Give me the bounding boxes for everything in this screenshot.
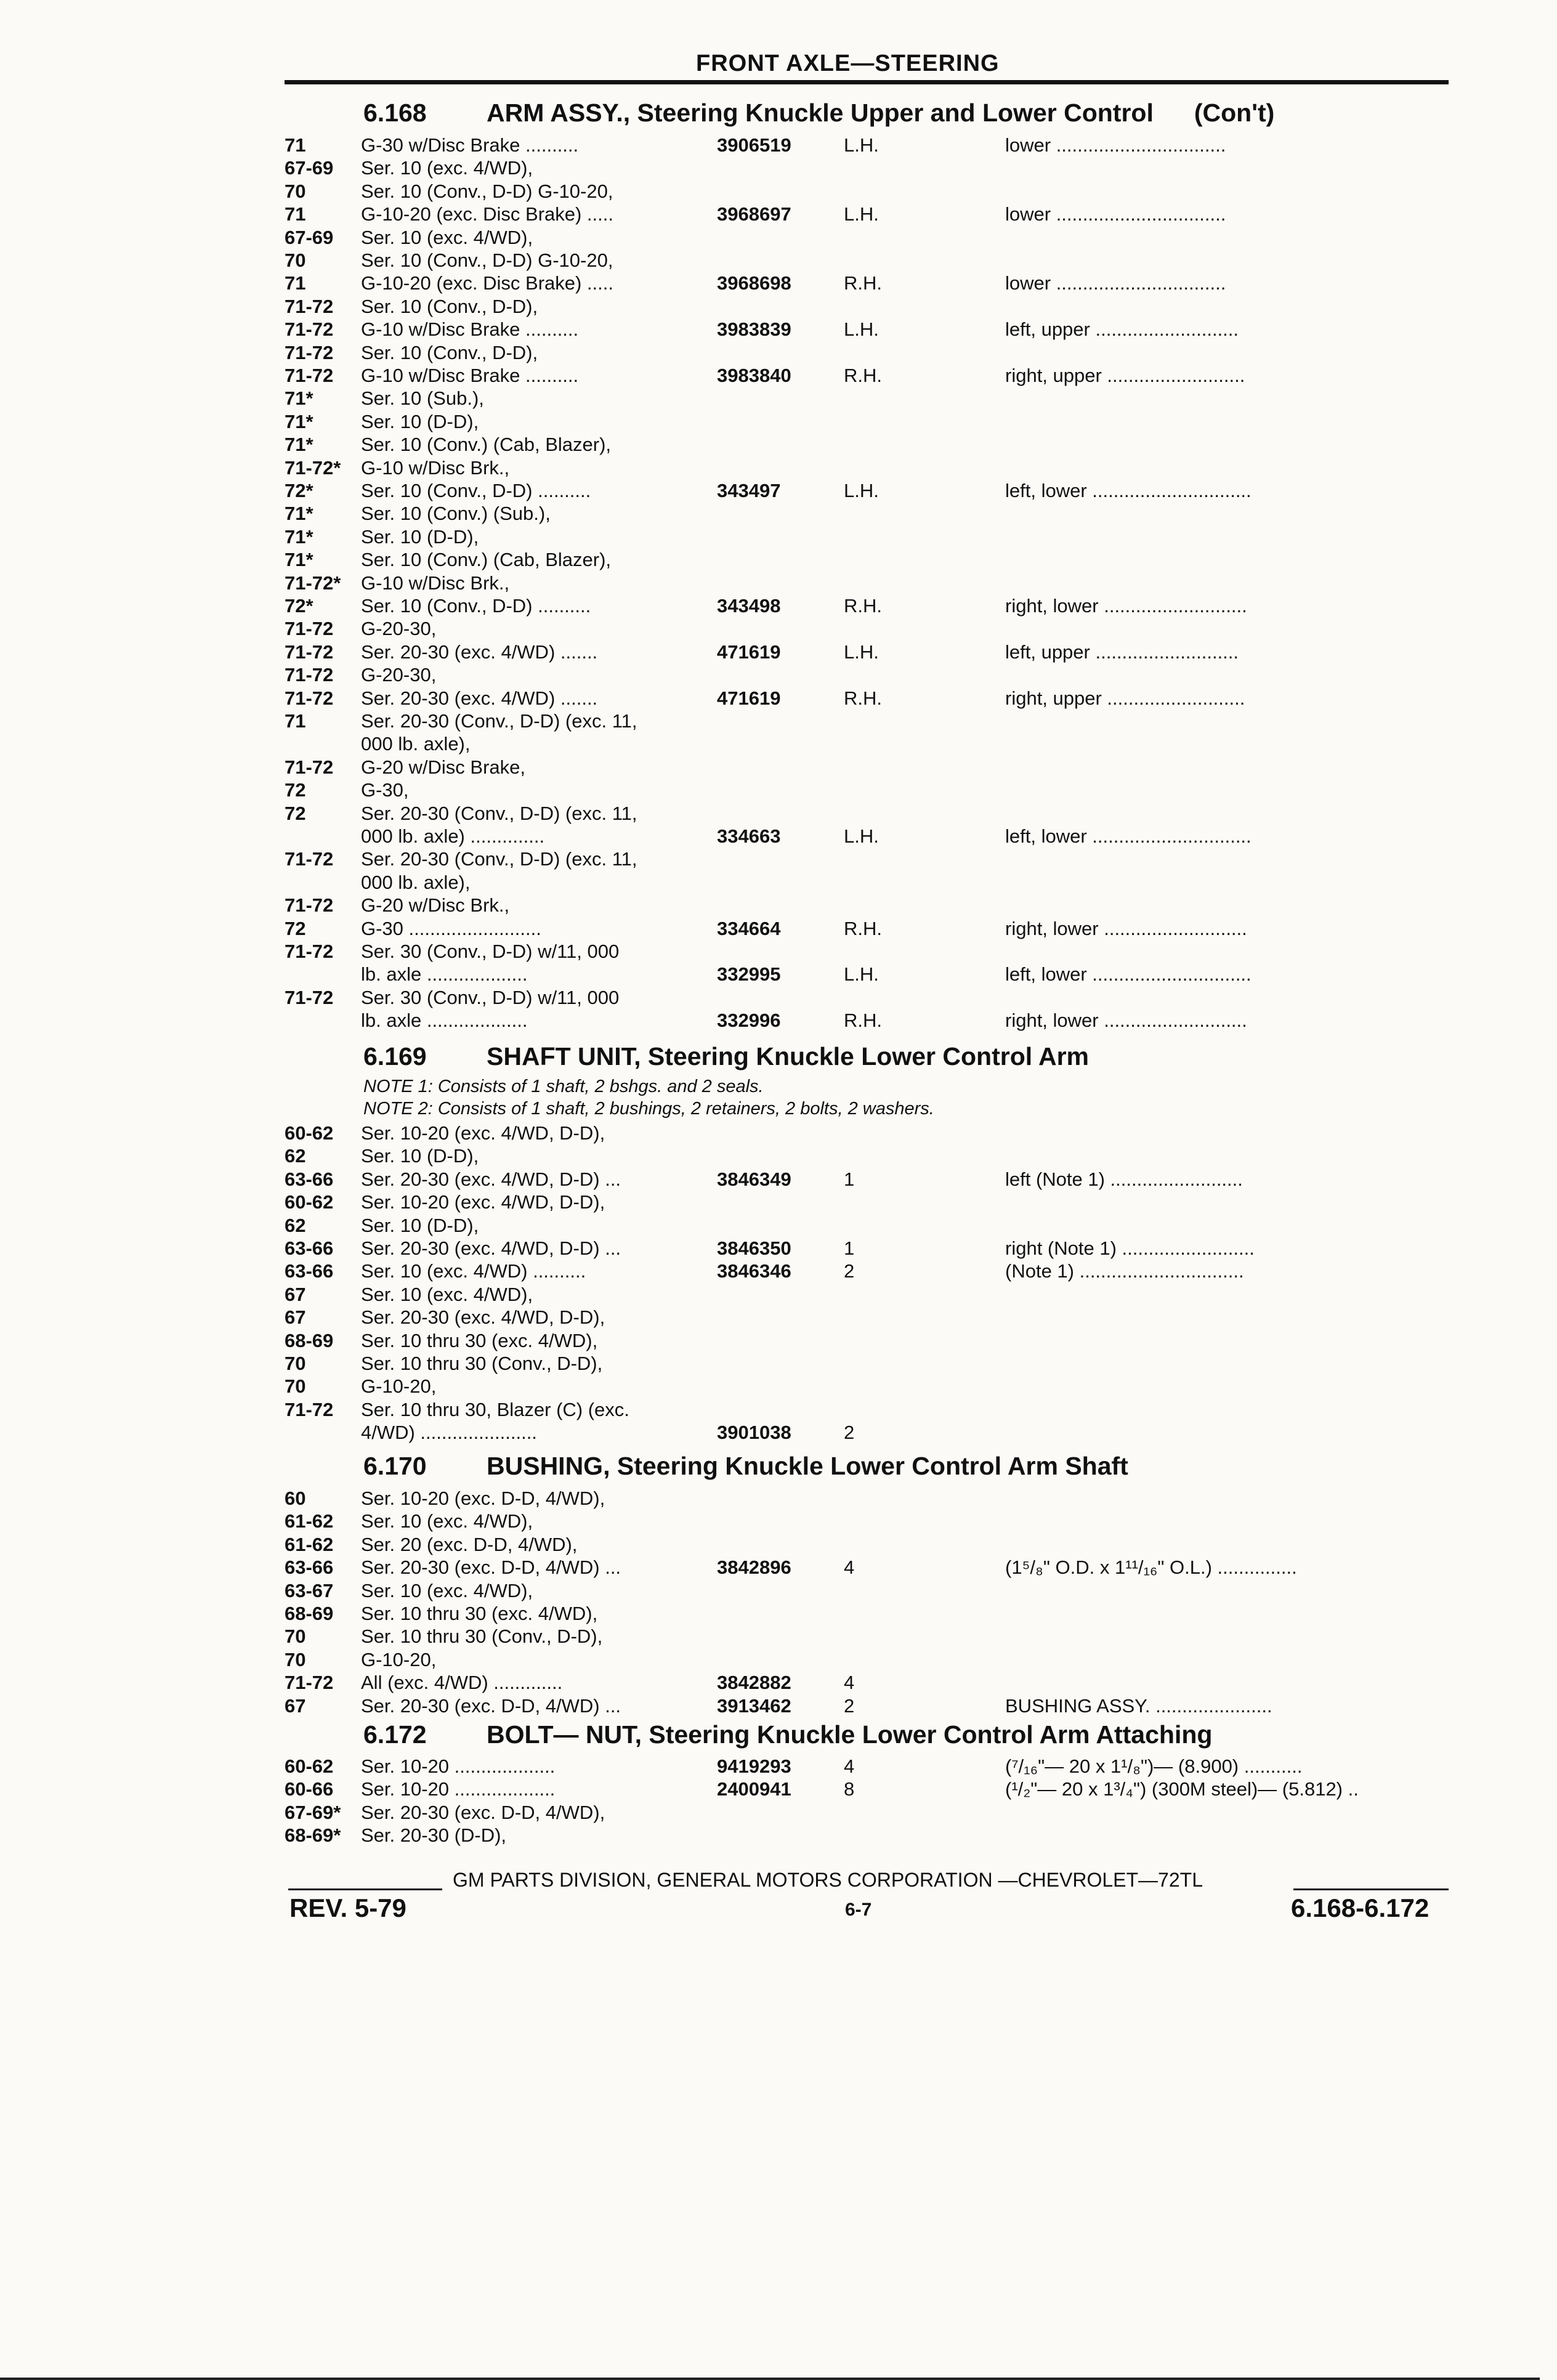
row-description: All (exc. 4/WD) ............. [361, 1672, 563, 1694]
model-year: 67-69 [285, 226, 334, 248]
parts-row [285, 1824, 1449, 1847]
row-description: Ser. 10 (exc. 4/WD), [361, 157, 533, 179]
model-year: 71-72 [285, 365, 334, 386]
parts-row [285, 1306, 1449, 1329]
model-year: 63-66 [285, 1168, 334, 1190]
model-year: 71 [285, 134, 306, 156]
quantity-or-side: 4 [844, 1755, 855, 1777]
parts-row [285, 180, 1449, 203]
parts-row [285, 272, 1449, 295]
row-description: G-10-20 (exc. Disc Brake) ..... [361, 272, 613, 294]
parts-row [285, 1625, 1449, 1648]
parts-row [285, 1510, 1449, 1533]
part-number: 3842896 [717, 1556, 791, 1579]
row-description: Ser. 10-20 ................... [361, 1778, 556, 1800]
row-description: 4/WD) ...................... [361, 1422, 537, 1444]
row-description: G-10 w/Disc Brake .......... [361, 318, 579, 341]
parts-row [285, 387, 1449, 410]
row-description: lb. axle ................... [361, 963, 528, 986]
quantity-or-side: 4 [844, 1556, 855, 1579]
row-description: Ser. 20-30 (exc. D-D, 4/WD) ... [361, 1556, 621, 1579]
parts-row [285, 872, 1449, 894]
section-number: 6.169 [363, 1042, 427, 1071]
parts-row [285, 687, 1449, 710]
parts-row [285, 779, 1449, 802]
part-number: 3968697 [717, 203, 791, 225]
parts-row [285, 803, 1449, 825]
model-year: 71* [285, 549, 313, 571]
row-description: Ser. 10 (exc. 4/WD), [361, 1510, 533, 1532]
section-title: ARM ASSY., Steering Knuckle Upper and Lower Control [487, 99, 1154, 127]
model-year: 71 [285, 710, 306, 732]
parts-row [285, 641, 1449, 664]
model-year: 71* [285, 387, 313, 410]
parts-row [285, 756, 1449, 779]
parts-row [285, 1695, 1449, 1718]
part-number: 3913462 [717, 1694, 791, 1717]
section-heading [363, 99, 1274, 127]
model-year: 71-72 [285, 618, 334, 640]
model-year: 68-69 [285, 1603, 334, 1624]
row-description: Ser. 10 thru 30, Blazer (C) (exc. [361, 1398, 629, 1420]
model-year: 61-62 [285, 1510, 334, 1532]
model-year: 68-69 [285, 1329, 334, 1351]
quantity-or-side: 4 [844, 1672, 855, 1694]
model-year: 71* [285, 525, 313, 548]
row-description: Ser. 20-30 (exc. 4/WD, D-D) ... [361, 1168, 621, 1190]
parts-row [285, 1168, 1449, 1191]
parts-row [285, 157, 1449, 180]
row-remarks: lower ................................ [1005, 272, 1226, 294]
row-remarks: (1⁵/₈" O.D. x 1¹¹/₁₆" O.L.) ............... [1005, 1556, 1297, 1579]
model-year: 71-72 [285, 664, 334, 686]
model-year: 70 [285, 1648, 306, 1670]
row-description: Ser. 20-30 (Conv., D-D) (exc. 11, [361, 848, 637, 870]
quantity-or-side: R.H. [844, 595, 882, 617]
parts-row [285, 1260, 1449, 1283]
parts-row [285, 1284, 1449, 1306]
model-year: 63-66 [285, 1260, 334, 1282]
header-rule [285, 80, 1449, 84]
parts-row [285, 549, 1449, 572]
row-description: Ser. 10 (D-D), [361, 410, 479, 432]
row-description: Ser. 10-20 (exc. D-D, 4/WD), [361, 1488, 605, 1509]
model-year: 70 [285, 249, 306, 271]
row-description: Ser. 10 (D-D), [361, 525, 479, 548]
parts-row [285, 595, 1449, 618]
row-description: G-10-20 (exc. Disc Brake) ..... [361, 203, 613, 225]
row-remarks: left, upper ........................... [1005, 641, 1239, 663]
row-description: Ser. 20-30 (exc. 4/WD, D-D), [361, 1306, 605, 1329]
model-year: 67-69 [285, 157, 334, 179]
model-year: 62 [285, 1145, 306, 1167]
part-number: 3846350 [717, 1237, 791, 1259]
row-description: Ser. 10 (Conv., D-D), [361, 295, 538, 317]
row-description: Ser. 10 (exc. 4/WD), [361, 1579, 533, 1601]
section-heading [363, 1720, 1212, 1749]
model-year: 71-72 [285, 641, 334, 663]
parts-row [285, 296, 1449, 318]
part-number: 343498 [717, 595, 781, 617]
model-year: 63-67 [285, 1579, 334, 1601]
row-description: 000 lb. axle), [361, 733, 471, 755]
row-description: Ser. 20-30 (exc. 4/WD) ....... [361, 641, 598, 663]
section-heading [363, 1452, 1128, 1481]
row-description: Ser. 10 thru 30 (Conv., D-D), [361, 1625, 603, 1648]
row-description: Ser. 10 (Conv.) (Cab, Blazer), [361, 434, 612, 456]
quantity-or-side: R.H. [844, 1010, 882, 1032]
section-note: NOTE 1: Consists of 1 shaft, 2 bshgs. and 2 seals. [363, 1077, 764, 1096]
row-description: Ser. 10 thru 30 (exc. 4/WD), [361, 1329, 598, 1351]
model-year: 62 [285, 1214, 306, 1236]
parts-row [285, 434, 1449, 456]
revision-label: REV. 5-79 [289, 1893, 406, 1922]
footer-publisher: GM PARTS DIVISION, GENERAL MOTORS CORPORATION —CHEVROLET—72TL [453, 1869, 1203, 1891]
model-year: 71-72 [285, 1398, 334, 1420]
parts-row [285, 1802, 1449, 1824]
row-description: Ser. 10 (exc. 4/WD), [361, 1283, 533, 1305]
row-description: Ser. 20-30 (D-D), [361, 1824, 507, 1847]
model-year: 72 [285, 779, 306, 801]
row-remarks: lower ................................ [1005, 203, 1226, 225]
row-description: Ser. 10 (Conv., D-D) G-10-20, [361, 180, 613, 202]
part-number: 332996 [717, 1010, 781, 1032]
row-description: Ser. 10 (Conv., D-D) .......... [361, 480, 591, 501]
part-number: 3906519 [717, 134, 791, 156]
row-description: Ser. 20-30 (exc. 4/WD, D-D) ... [361, 1237, 621, 1259]
model-year: 72 [285, 802, 306, 824]
row-description: G-10-20, [361, 1375, 437, 1398]
model-year: 71-72 [285, 848, 334, 870]
model-year: 71-72* [285, 456, 341, 479]
row-remarks: left (Note 1) ......................... [1005, 1168, 1243, 1190]
row-description: Ser. 10-20 (exc. 4/WD, D-D), [361, 1191, 605, 1213]
parts-row [285, 134, 1449, 157]
row-description: Ser. 20-30 (exc. D-D, 4/WD) ... [361, 1694, 621, 1717]
parts-row [285, 572, 1449, 595]
part-number: 334664 [717, 917, 781, 939]
row-description: Ser. 10 thru 30 (Conv., D-D), [361, 1353, 603, 1374]
row-description: Ser. 10 (Conv.) (Cab, Blazer), [361, 549, 612, 571]
row-remarks: left, upper ........................... [1005, 318, 1239, 341]
parts-row [285, 503, 1449, 525]
row-description: Ser. 30 (Conv., D-D) w/11, 000 [361, 986, 620, 1008]
model-year: 71* [285, 503, 313, 525]
model-year: 67-69* [285, 1801, 341, 1823]
parts-row [285, 963, 1449, 986]
row-remarks: right, lower ........................... [1005, 917, 1247, 939]
parts-row [285, 1534, 1449, 1556]
part-number: 3983840 [717, 365, 791, 386]
row-remarks: BUSHING ASSY. ...................... [1005, 1694, 1272, 1717]
model-year: 70 [285, 1625, 306, 1648]
parts-row [285, 1237, 1449, 1260]
parts-row [285, 457, 1449, 480]
part-number: 3842882 [717, 1672, 791, 1694]
quantity-or-side: 2 [844, 1422, 855, 1444]
page-number: 6-7 [845, 1900, 872, 1920]
row-description: Ser. 20-30 (Conv., D-D) (exc. 11, [361, 802, 637, 824]
model-year: 71-72 [285, 894, 334, 917]
quantity-or-side: 1 [844, 1168, 855, 1190]
section-title: BUSHING, Steering Knuckle Lower Control Arm Shaft [487, 1452, 1128, 1480]
parts-row [285, 1649, 1449, 1672]
row-remarks: right, lower ........................... [1005, 1010, 1247, 1032]
model-year: 71-72 [285, 341, 334, 363]
quantity-or-side: L.H. [844, 825, 879, 847]
row-description: G-20-30, [361, 664, 437, 686]
row-remarks: (Note 1) ............................... [1005, 1260, 1244, 1282]
parts-row [285, 894, 1449, 917]
model-year: 70 [285, 1375, 306, 1398]
parts-row [285, 1580, 1449, 1603]
row-description: 000 lb. axle) .............. [361, 825, 545, 847]
part-number: 471619 [717, 687, 781, 709]
model-year: 68-69* [285, 1824, 341, 1847]
quantity-or-side: 2 [844, 1694, 855, 1717]
part-number: 3846346 [717, 1260, 791, 1282]
section-title: BOLT— NUT, Steering Knuckle Lower Control Arm Attaching [487, 1720, 1213, 1749]
quantity-or-side: R.H. [844, 365, 882, 386]
row-description: Ser. 10 (Conv., D-D) G-10-20, [361, 249, 613, 271]
model-year: 60-62 [285, 1755, 334, 1777]
model-year: 71-72 [285, 1672, 334, 1694]
model-year: 71 [285, 272, 306, 294]
model-year: 61-62 [285, 1533, 334, 1555]
quantity-or-side: 1 [844, 1237, 855, 1259]
row-description: Ser. 10 (exc. 4/WD), [361, 226, 533, 248]
parts-row [285, 1556, 1449, 1579]
parts-row [285, 318, 1449, 341]
model-year: 67 [285, 1306, 306, 1329]
section-range: 6.168-6.172 [1291, 1893, 1430, 1922]
row-remarks: (⁷/₁₆"— 20 x 1¹/₈")— (8.900) ........... [1005, 1755, 1303, 1777]
row-description: Ser. 20 (exc. D-D, 4/WD), [361, 1533, 578, 1555]
row-description: Ser. 10 (Conv.) (Sub.), [361, 503, 551, 525]
quantity-or-side: L.H. [844, 134, 879, 156]
part-number: 332995 [717, 963, 781, 986]
model-year: 60-66 [285, 1778, 334, 1800]
row-description: Ser. 10 thru 30 (exc. 4/WD), [361, 1603, 598, 1624]
parts-row [285, 918, 1449, 941]
parts-row [285, 1603, 1449, 1625]
row-description: G-30, [361, 779, 409, 801]
part-number: 3901038 [717, 1422, 791, 1444]
parts-row [285, 848, 1449, 871]
parts-row [285, 227, 1449, 249]
parts-row [285, 1778, 1449, 1801]
row-description: Ser. 20-30 (exc. 4/WD) ....... [361, 687, 598, 709]
row-description: G-30 ......................... [361, 917, 541, 939]
parts-row [285, 249, 1449, 272]
parts-row [285, 1353, 1449, 1375]
parts-row [285, 203, 1449, 226]
row-description: G-10 w/Disc Brake .......... [361, 365, 579, 386]
parts-row [285, 365, 1449, 387]
section-number: 6.172 [363, 1720, 427, 1749]
section-number: 6.168 [363, 99, 427, 127]
model-year: 72* [285, 595, 313, 617]
model-year: 71-72 [285, 295, 334, 317]
parts-row [285, 1145, 1449, 1168]
footer-rule-left [288, 1888, 442, 1890]
model-year: 63-66 [285, 1237, 334, 1259]
quantity-or-side: L.H. [844, 963, 879, 986]
page-header-title: FRONT AXLE—STEERING [696, 51, 1000, 76]
row-description: G-20 w/Disc Brake, [361, 756, 526, 778]
parts-row [285, 1375, 1449, 1398]
row-description: G-10-20, [361, 1648, 437, 1670]
parts-row [285, 526, 1449, 549]
part-number: 3983839 [717, 318, 791, 341]
part-number: 343497 [717, 480, 781, 501]
row-description: G-10 w/Disc Brk., [361, 572, 510, 594]
model-year: 71-72 [285, 756, 334, 778]
parts-row [285, 987, 1449, 1010]
row-description: G-20-30, [361, 618, 437, 640]
row-remarks: right (Note 1) ......................... [1005, 1237, 1255, 1259]
parts-row [285, 941, 1449, 963]
row-remarks: left, lower .............................. [1005, 963, 1252, 986]
quantity-or-side: L.H. [844, 318, 879, 341]
row-remarks: (¹/₂"— 20 x 1³/₄") (300M steel)— (5.812) .. [1005, 1778, 1359, 1800]
row-description: G-10 w/Disc Brk., [361, 456, 510, 479]
part-number: 471619 [717, 641, 781, 663]
footer-rule-right [1293, 1888, 1449, 1890]
model-year: 60 [285, 1488, 306, 1509]
model-year: 71* [285, 410, 313, 432]
part-number: 3968698 [717, 272, 791, 294]
row-description: Ser. 10-20 (exc. 4/WD, D-D), [361, 1122, 605, 1144]
model-year: 71* [285, 434, 313, 456]
parts-row [285, 825, 1449, 848]
quantity-or-side: L.H. [844, 641, 879, 663]
row-description: Ser. 10 (Conv., D-D), [361, 341, 538, 363]
model-year: 70 [285, 180, 306, 202]
model-year: 72 [285, 917, 306, 939]
row-description: Ser. 10-20 ................... [361, 1755, 556, 1777]
parts-row [285, 1122, 1449, 1145]
model-year: 71-72 [285, 318, 334, 341]
part-number: 2400941 [717, 1778, 791, 1800]
row-description: G-20 w/Disc Brk., [361, 894, 510, 917]
model-year: 63-66 [285, 1556, 334, 1579]
parts-row [285, 733, 1449, 756]
model-year: 67 [285, 1694, 306, 1717]
model-year: 71 [285, 203, 306, 225]
row-description: Ser. 10 (D-D), [361, 1145, 479, 1167]
row-remarks: lower ................................ [1005, 134, 1226, 156]
parts-row [285, 618, 1449, 641]
model-year: 71-72 [285, 941, 334, 962]
model-year: 72* [285, 480, 313, 501]
parts-row [285, 342, 1449, 365]
row-remarks: left, lower .............................. [1005, 480, 1252, 501]
part-number: 3846349 [717, 1168, 791, 1190]
parts-row [285, 411, 1449, 434]
row-description: Ser. 20-30 (exc. D-D, 4/WD), [361, 1801, 605, 1823]
section-number: 6.170 [363, 1452, 427, 1480]
section-continued: (Con't) [1194, 99, 1275, 127]
row-remarks: right, upper .......................... [1005, 365, 1245, 386]
part-number: 334663 [717, 825, 781, 847]
quantity-or-side: L.H. [844, 480, 879, 501]
parts-row [285, 1672, 1449, 1694]
parts-row [285, 1191, 1449, 1214]
row-remarks: right, upper .......................... [1005, 687, 1245, 709]
quantity-or-side: 2 [844, 1260, 855, 1282]
parts-row [285, 710, 1449, 733]
scan-rule [0, 2378, 1540, 2380]
model-year: 71-72* [285, 572, 341, 594]
parts-row [285, 1215, 1449, 1237]
row-description: Ser. 10 (Sub.), [361, 387, 484, 410]
row-description: Ser. 30 (Conv., D-D) w/11, 000 [361, 941, 620, 962]
part-number: 9419293 [717, 1755, 791, 1777]
quantity-or-side: R.H. [844, 272, 882, 294]
row-description: 000 lb. axle), [361, 871, 471, 893]
parts-row [285, 1399, 1449, 1422]
row-description: Ser. 10 (Conv., D-D) .......... [361, 595, 591, 617]
parts-row [285, 664, 1449, 687]
model-year: 71-72 [285, 687, 334, 709]
parts-row [285, 480, 1449, 503]
parts-row [285, 1488, 1449, 1510]
parts-row [285, 1422, 1449, 1444]
section-title: SHAFT UNIT, Steering Knuckle Lower Control Arm [487, 1042, 1090, 1071]
row-description: Ser. 10 (exc. 4/WD) .......... [361, 1260, 586, 1282]
parts-row [285, 1755, 1449, 1778]
quantity-or-side: R.H. [844, 687, 882, 709]
quantity-or-side: R.H. [844, 917, 882, 939]
row-remarks: right, lower ........................... [1005, 595, 1247, 617]
model-year: 71-72 [285, 986, 334, 1008]
model-year: 70 [285, 1353, 306, 1374]
row-description: Ser. 20-30 (Conv., D-D) (exc. 11, [361, 710, 637, 732]
section-note: NOTE 2: Consists of 1 shaft, 2 bushings, 2 retainers, 2 bolts, 2 washers. [363, 1099, 934, 1119]
model-year: 67 [285, 1283, 306, 1305]
section-heading [363, 1042, 1089, 1071]
row-description: lb. axle ................... [361, 1010, 528, 1032]
row-remarks: left, lower .............................. [1005, 825, 1252, 847]
quantity-or-side: L.H. [844, 203, 879, 225]
row-description: Ser. 10 (D-D), [361, 1214, 479, 1236]
model-year: 60-62 [285, 1122, 334, 1144]
parts-row [285, 1010, 1449, 1032]
model-year: 60-62 [285, 1191, 334, 1213]
parts-row [285, 1330, 1449, 1353]
quantity-or-side: 8 [844, 1778, 855, 1800]
row-description: G-30 w/Disc Brake .......... [361, 134, 579, 156]
